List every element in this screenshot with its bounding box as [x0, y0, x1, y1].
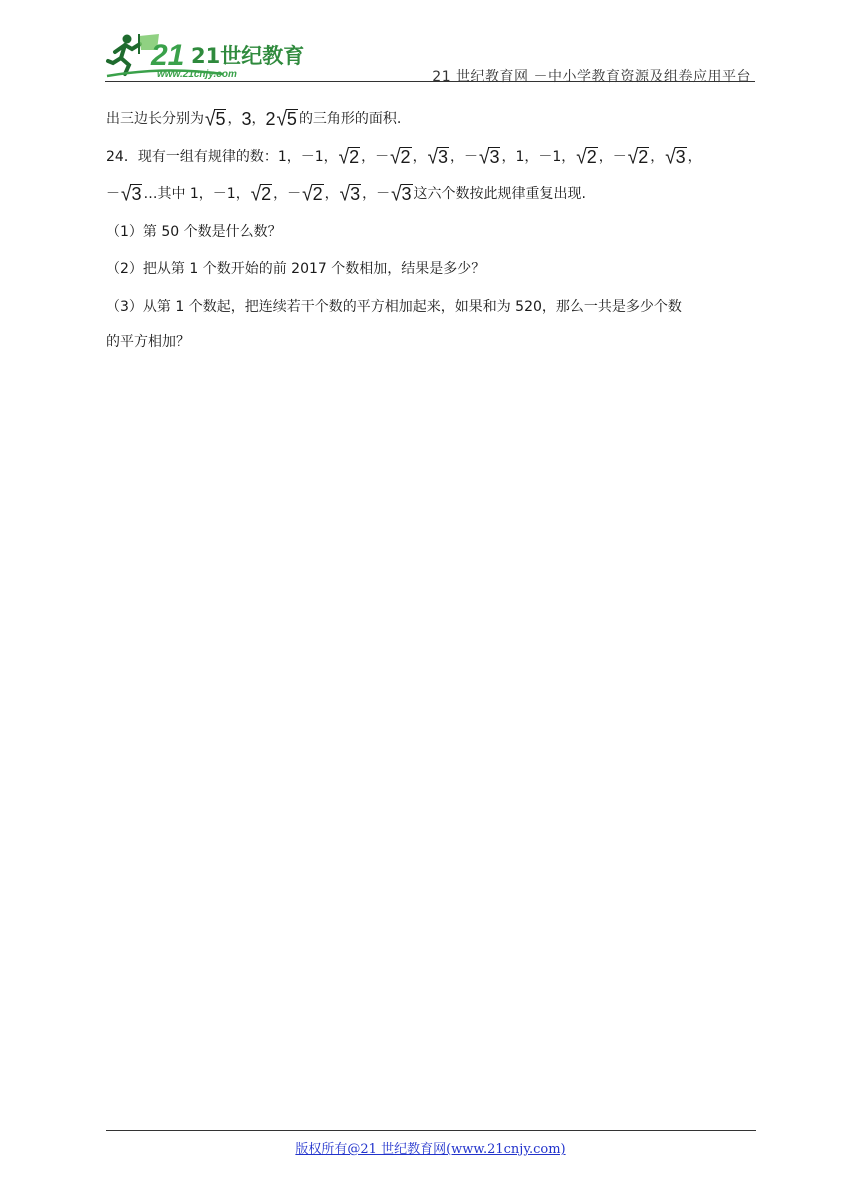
sqrt-expression: √5 — [276, 108, 297, 131]
logo-url: www.21cnjy.com — [157, 69, 237, 80]
minus-sign: － — [375, 148, 390, 165]
svg-text:21: 21 — [151, 39, 185, 72]
copyright-link[interactable]: 版权所有@21 世纪教育网(www.21cnjy.com) — [295, 1142, 566, 1157]
minus-sign: － — [376, 186, 391, 202]
sqrt-expression: √2 — [390, 145, 411, 169]
logo-text: 21世纪教育 — [191, 44, 305, 68]
question-3-line2: 的平方相加？ — [106, 333, 190, 350]
sqrt-expression: √2 — [338, 145, 360, 169]
sqrt-expression: √3 — [339, 183, 361, 206]
question-3-line1: （3）从第 1 个数起，把连续若干个数的平方相加起来，如果和为 520，那么一共是多少个数 — [106, 298, 682, 315]
footer-divider — [106, 1130, 756, 1131]
header-tagline: 21 世纪教育网 －中小学教育资源及组卷应用平台 — [432, 69, 751, 85]
question-1: （1）第 50 个数是什么数？ — [106, 223, 282, 240]
minus-sign: － — [287, 186, 302, 202]
separator: ， — [650, 148, 665, 165]
sqrt-expression: √3 — [665, 145, 686, 169]
sqrt-expression: √3 — [391, 183, 412, 206]
problem-24-line2: －√3 …其中 1，－1，√2 ，－√2 ，√3 ，－√3 这六个数按此规律重复出现. — [106, 183, 586, 206]
sqrt-expression: √2 — [627, 145, 649, 169]
page-header — [105, 30, 755, 85]
runner-logo-icon — [105, 30, 305, 80]
separator: ， — [598, 148, 613, 165]
minus-sign: － — [612, 148, 627, 165]
sqrt-expression: √2 — [576, 145, 597, 169]
separator: ，1，－1， — [501, 148, 576, 165]
document-body — [106, 108, 760, 368]
problem-24-line1: 24．现有一组有规律的数：1，－1，√2 ，－√2 ，√3 ，－√3 ，1，－1，√2 ，－√2 ，√3 ， — [106, 145, 702, 169]
sequence-line-2 — [250, 183, 414, 206]
problem-23-tail: 出三边长分别为√5 ，3，2√5 的三角形的面积. — [106, 108, 402, 131]
separator: ， — [324, 186, 339, 202]
sqrt-expression: √3 — [427, 145, 449, 169]
sqrt-expression: √5 — [205, 108, 226, 131]
sqrt-expression: √3 — [479, 145, 500, 169]
minus-sign: － — [464, 148, 479, 165]
page-footer — [0, 1138, 861, 1157]
question-2: （2）把从第 1 个数开始的前 2017 个数相加，结果是多少？ — [106, 261, 486, 277]
sqrt-expression: √2 — [250, 183, 272, 206]
separator: ， — [412, 148, 427, 165]
separator: ， — [273, 186, 288, 202]
separator: ， — [450, 148, 465, 165]
header-divider — [105, 81, 755, 82]
sqrt-expression: √3 — [121, 183, 142, 206]
separator: ， — [687, 148, 702, 165]
separator: ， — [361, 148, 376, 165]
sqrt-expression: √2 — [302, 183, 323, 206]
site-logo[interactable] — [105, 30, 305, 80]
separator: ， — [362, 186, 377, 202]
